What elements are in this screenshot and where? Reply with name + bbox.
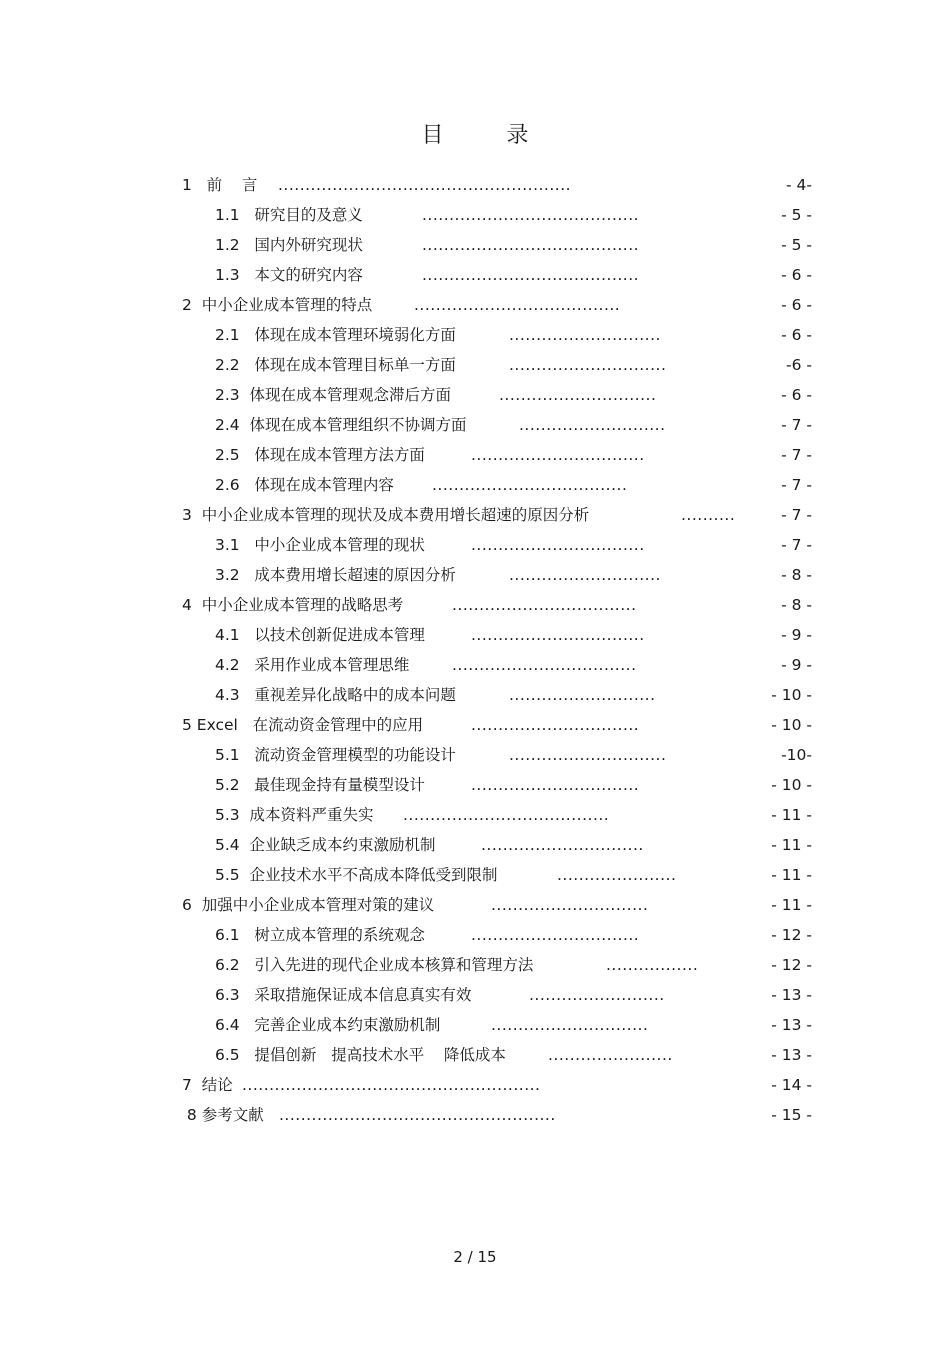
toc-entry-page-number: - 6 - — [781, 266, 812, 284]
toc-entry-page-number: - 7 - — [781, 506, 812, 524]
toc-entry-label: 2.4 体现在成本管理组织不协调方面 — [215, 416, 467, 434]
toc-entry-page-number: -6 - — [786, 356, 812, 374]
toc-entry[interactable] — [0, 503, 950, 527]
toc-entry-label: 1.2 国内外研究现状 — [215, 236, 363, 254]
toc-entry-label: 6.4 完善企业成本约束激励机制 — [215, 1016, 441, 1034]
toc-entry-leader-dots: ............................. — [499, 386, 657, 404]
toc-entry[interactable] — [0, 263, 950, 287]
toc-entry-leader-dots: ............................... — [471, 716, 640, 734]
page-number-footer: 2 / 15 — [453, 1248, 497, 1266]
toc-entry-label: 3 中小企业成本管理的现状及成本费用增长超速的原因分析 — [182, 506, 590, 524]
toc-entry-label: 8 参考文献 — [182, 1106, 264, 1124]
toc-entry[interactable] — [0, 383, 950, 407]
toc-entry-page-number: - 13 - — [771, 1046, 812, 1064]
toc-entry[interactable] — [0, 983, 950, 1007]
toc-entry-leader-dots: ............................... — [471, 776, 640, 794]
toc-entry-leader-dots: .......... — [681, 506, 736, 524]
toc-entry[interactable] — [0, 893, 950, 917]
toc-entry-label: 6.5 提倡创新 提高技术水平 降低成本 — [215, 1046, 506, 1064]
toc-entry-leader-dots: ............................. — [509, 746, 667, 764]
toc-entry-page-number: - 11 - — [771, 806, 812, 824]
toc-entry-page-number: - 9 - — [781, 656, 812, 674]
toc-entry[interactable] — [0, 323, 950, 347]
toc-entry-leader-dots: .................................. — [452, 656, 637, 674]
toc-entry-leader-dots: ...................... — [557, 866, 677, 884]
toc-entry-page-number: - 15 - — [771, 1106, 812, 1124]
toc-entry[interactable] — [0, 293, 950, 317]
toc-entry-leader-dots: ................................ — [471, 626, 645, 644]
toc-entry-label: 1 前 言 — [182, 176, 258, 194]
toc-entry-page-number: - 12 - — [771, 926, 812, 944]
toc-entry-page-number: - 8 - — [781, 596, 812, 614]
toc-entry-leader-dots: ................................................... — [279, 1106, 556, 1124]
toc-entry-label: 6.1 树立成本管理的系统观念 — [215, 926, 425, 944]
toc-entry-page-number: - 6 - — [781, 296, 812, 314]
toc-entry-page-number: - 5 - — [781, 206, 812, 224]
toc-entry-page-number: - 12 - — [771, 956, 812, 974]
toc-entry[interactable] — [0, 803, 950, 827]
toc-entry[interactable] — [0, 1073, 950, 1097]
toc-entry-page-number: - 7 - — [781, 446, 812, 464]
toc-entry-page-number: - 6 - — [781, 326, 812, 344]
toc-entry-leader-dots: ............................. — [491, 1016, 649, 1034]
toc-entry-leader-dots: .................................... — [432, 476, 628, 494]
toc-entry[interactable] — [0, 593, 950, 617]
toc-entry-label: 6 加强中小企业成本管理对策的建议 — [182, 896, 435, 914]
toc-entry-label: 2.1 体现在成本管理环境弱化方面 — [215, 326, 456, 344]
toc-entry-leader-dots: ......................... — [529, 986, 665, 1004]
toc-entry-page-number: - 11 - — [771, 836, 812, 854]
toc-entry[interactable] — [0, 473, 950, 497]
toc-entry-leader-dots: ........................................ — [422, 206, 640, 224]
toc-entry-page-number: - 9 - — [781, 626, 812, 644]
toc-entry-leader-dots: ...................................... — [403, 806, 610, 824]
toc-entry-label: 5.5 企业技术水平不高成本降低受到限制 — [215, 866, 498, 884]
toc-entry-leader-dots: ...................................... — [414, 296, 621, 314]
toc-entry-page-number: - 11 - — [771, 896, 812, 914]
toc-entry-label: 2.2 体现在成本管理目标单一方面 — [215, 356, 456, 374]
toc-entry[interactable] — [0, 353, 950, 377]
toc-entry[interactable] — [0, 743, 950, 767]
toc-entry-leader-dots: ............................ — [509, 566, 661, 584]
toc-entry-label: 7 结论 — [182, 1076, 233, 1094]
toc-entry[interactable] — [0, 443, 950, 467]
toc-entry-page-number: - 13 - — [771, 1016, 812, 1034]
toc-entry-label: 4.2 采用作业成本管理思维 — [215, 656, 410, 674]
toc-entry-leader-dots: ........................................ — [422, 266, 640, 284]
toc-entry-leader-dots: ................. — [606, 956, 699, 974]
toc-entry-leader-dots: ....................................................... — [242, 1076, 541, 1094]
toc-entry-page-number: - 7 - — [781, 476, 812, 494]
toc-entry[interactable] — [0, 683, 950, 707]
toc-entry-label: 4.1 以技术创新促进成本管理 — [215, 626, 425, 644]
toc-entry-label: 2.6 体现在成本管理内容 — [215, 476, 394, 494]
toc-entry[interactable] — [0, 533, 950, 557]
toc-entry-page-number: -10- — [781, 746, 812, 764]
toc-entry-leader-dots: .............................. — [481, 836, 644, 854]
toc-entry-label: 5.1 流动资金管理模型的功能设计 — [215, 746, 456, 764]
toc-entry-page-number: - 8 - — [781, 566, 812, 584]
toc-entry-page-number: - 14 - — [771, 1076, 812, 1094]
toc-entry-leader-dots: ................................ — [471, 536, 645, 554]
toc-entry-label: 1.1 研究目的及意义 — [215, 206, 363, 224]
toc-entry[interactable] — [0, 653, 950, 677]
toc-entry[interactable] — [0, 233, 950, 257]
toc-entry-label: 1.3 本文的研究内容 — [215, 266, 363, 284]
toc-title: 目 录 — [421, 123, 557, 148]
toc-entry-label: 2.5 体现在成本管理方法方面 — [215, 446, 425, 464]
toc-entry[interactable] — [0, 713, 950, 737]
toc-entry-page-number: - 5 - — [781, 236, 812, 254]
toc-entry-page-number: - 10 - — [771, 776, 812, 794]
toc-entry[interactable] — [0, 863, 950, 887]
toc-entry-label: 5.3 成本资料严重失实 — [215, 806, 374, 824]
toc-entry-label: 5.2 最佳现金持有量模型设计 — [215, 776, 425, 794]
toc-entry-leader-dots: ........................... — [509, 686, 656, 704]
toc-entry[interactable] — [0, 773, 950, 797]
toc-entry-leader-dots: ............................... — [471, 926, 640, 944]
toc-entry-label: 2.3 体现在成本管理观念滞后方面 — [215, 386, 452, 404]
toc-entry-label: 3.2 成本费用增长超速的原因分析 — [215, 566, 456, 584]
toc-entry[interactable] — [0, 413, 950, 437]
toc-entry-leader-dots: ............................. — [491, 896, 649, 914]
toc-entry-page-number: - 6 - — [781, 386, 812, 404]
toc-entry[interactable] — [0, 203, 950, 227]
toc-entry-label: 4.3 重视差异化战略中的成本问题 — [215, 686, 456, 704]
toc-entry-page-number: - 7 - — [781, 536, 812, 554]
toc-entry-label: 6.2 引入先进的现代企业成本核算和管理方法 — [215, 956, 534, 974]
toc-entry[interactable] — [0, 173, 950, 197]
toc-entry-label: 6.3 采取措施保证成本信息真实有效 — [215, 986, 472, 1004]
toc-entry-leader-dots: ............................ — [509, 326, 661, 344]
toc-entry[interactable] — [0, 833, 950, 857]
toc-entry-label: 5 Excel 在流动资金管理中的应用 — [182, 716, 424, 734]
toc-entry[interactable] — [0, 563, 950, 587]
toc-entry-label: 4 中小企业成本管理的战略思考 — [182, 596, 404, 614]
toc-entry[interactable] — [0, 1043, 950, 1067]
toc-entry-page-number: - 10 - — [771, 686, 812, 704]
toc-entry-leader-dots: ........................... — [519, 416, 666, 434]
toc-entry[interactable] — [0, 623, 950, 647]
toc-entry[interactable] — [0, 953, 950, 977]
toc-entry-leader-dots: ............................. — [509, 356, 667, 374]
toc-entry-page-number: - 10 - — [771, 716, 812, 734]
toc-entry-label: 2 中小企业成本管理的特点 — [182, 296, 373, 314]
toc-entry-page-number: - 7 - — [781, 416, 812, 434]
toc-entry-leader-dots: ................................ — [471, 446, 645, 464]
toc-entry[interactable] — [0, 1103, 950, 1127]
toc-entry-leader-dots: .................................. — [452, 596, 637, 614]
toc-entry-page-number: - 4- — [786, 176, 812, 194]
toc-entry-label: 5.4 企业缺乏成本约束激励机制 — [215, 836, 436, 854]
toc-entry-page-number: - 11 - — [771, 866, 812, 884]
toc-entry-leader-dots: ....................... — [548, 1046, 673, 1064]
toc-entry-leader-dots: ...................................................... — [278, 176, 572, 194]
toc-entry-leader-dots: ........................................ — [422, 236, 640, 254]
toc-entry[interactable] — [0, 923, 950, 947]
toc-entry[interactable] — [0, 1013, 950, 1037]
toc-entry-page-number: - 13 - — [771, 986, 812, 1004]
toc-entry-label: 3.1 中小企业成本管理的现状 — [215, 536, 425, 554]
